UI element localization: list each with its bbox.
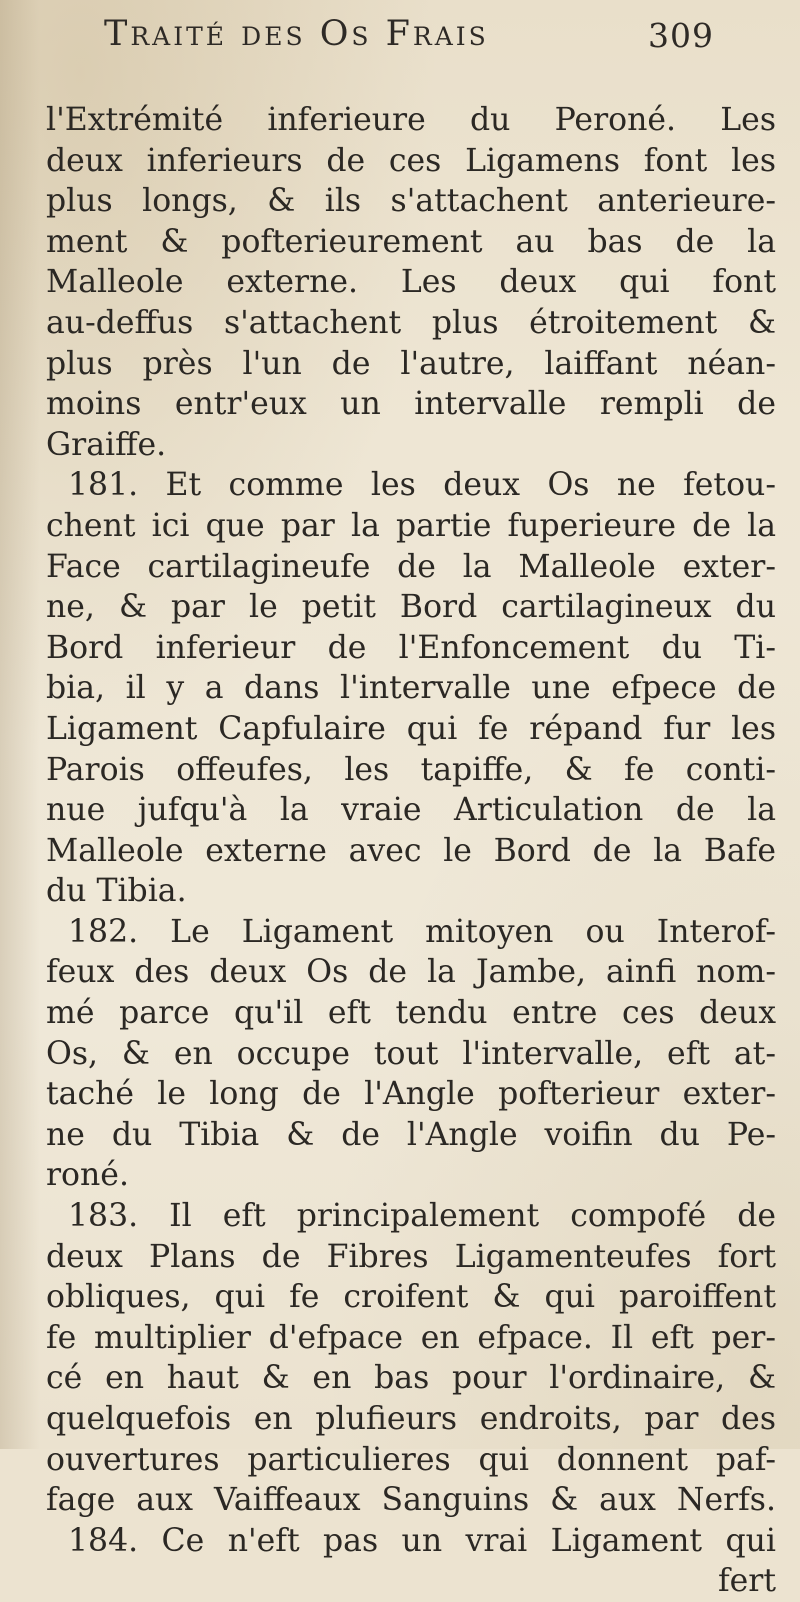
page-edge-shadow (0, 0, 40, 1449)
body-text (46, 100, 776, 1602)
text-line: Malleole externe. Les deux qui font (46, 264, 776, 301)
running-title: Traité des Os Frais (104, 14, 489, 54)
text-line: Ligament Capfulaire qui fe répand fur les (46, 710, 776, 747)
text-line: fage aux Vaiffeaux Sanguins & aux Nerfs. (46, 1482, 776, 1519)
text-line: ne du Tibia & de l'Angle voifin du Pe- (46, 1116, 776, 1153)
running-header (104, 14, 764, 74)
text-line: deux Plans de Fibres Ligamenteufes fort (46, 1238, 776, 1275)
text-line: 183. Il eft principalement compofé de (68, 1198, 776, 1235)
text-line: nue jufqu'à la vraie Articulation de la (46, 792, 776, 829)
text-line: cé en haut & en bas pour l'ordinaire, & (46, 1360, 776, 1397)
text-line: obliques, qui fe croifent & qui paroiffent (46, 1279, 776, 1316)
text-line: Graiffe. (46, 426, 167, 463)
text-line: ment & pofterieurement au bas de la (46, 223, 776, 260)
page-number: 309 (648, 16, 714, 55)
text-line: feux des deux Os de la Jambe, ainfi nom- (46, 954, 776, 991)
text-line: Face cartilagineufe de la Malleole exter- (46, 548, 776, 585)
text-line: 181. Et comme les deux Os ne fetou- (68, 467, 776, 504)
text-line: Os, & en occupe tout l'intervalle, eft at- (46, 1035, 776, 1072)
text-line: ouvertures particulieres qui donnent paf- (46, 1441, 776, 1478)
text-line: quelquefois en plufieurs endroits, par des (46, 1401, 776, 1437)
text-line: 184. Ce n'eft pas un vrai Ligament qui (68, 1522, 776, 1559)
text-line: l'Extrémité inferieure du Peroné. Les (46, 102, 776, 138)
text-line: Parois offeufes, les tapiffe, & fe conti- (46, 751, 776, 788)
text-line: 182. Le Ligament mitoyen ou Interof- (68, 913, 776, 950)
text-line: du Tibia. (46, 873, 187, 910)
text-line: ne, & par le petit Bord cartilagineux du (46, 589, 776, 626)
text-line: roné. (46, 1157, 129, 1194)
text-line: deux inferieurs de ces Ligamens font les (46, 142, 776, 179)
text-line: Bord inferieur de l'Enfoncement du Ti- (46, 629, 776, 666)
text-line: Malleole externe avec le Bord de la Bafe (46, 832, 776, 869)
text-line: fe multiplier d'efpace en efpace. Il eft per- (46, 1319, 776, 1356)
text-line: mé parce qu'il eft tendu entre ces deux (46, 995, 776, 1032)
text-line: chent ici que par la partie fuperieure de la (46, 507, 776, 544)
text-line: au-deffus s'attachent plus étroitement & (46, 304, 776, 341)
text-line: plus près l'un de l'autre, laiffant néan- (46, 345, 776, 382)
text-line: moins entr'eux un intervalle rempli de (46, 386, 776, 423)
text-line: plus longs, & ils s'attachent anterieure- (46, 183, 776, 220)
text-line: bia, il y a dans l'intervalle une efpece de (46, 670, 776, 707)
catchword: fert (717, 1563, 776, 1600)
text-line: taché le long de l'Angle pofterieur exter- (46, 1076, 776, 1113)
